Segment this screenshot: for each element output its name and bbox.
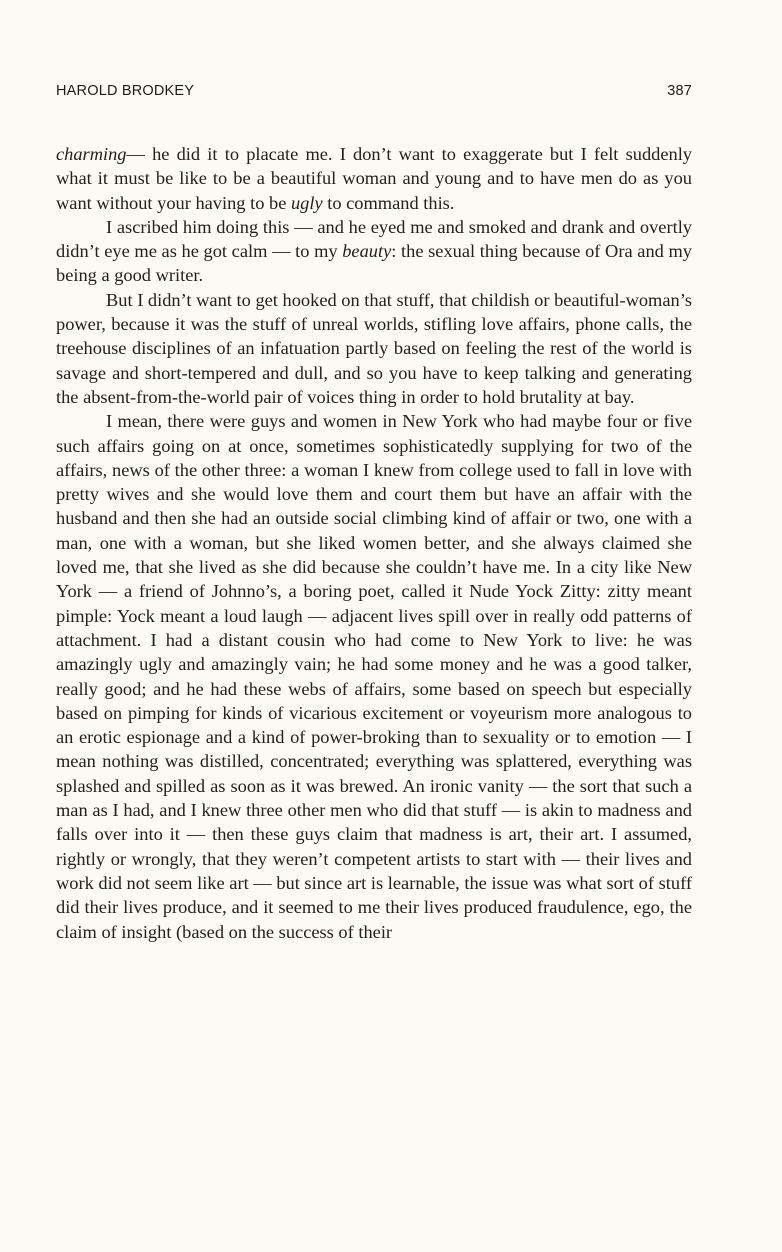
paragraph-text: to command this. <box>322 192 455 213</box>
paragraph-text: : the sexual thing because of Ora and my being a good writer. <box>56 241 692 286</box>
paragraph <box>56 142 692 215</box>
paragraph <box>56 409 692 944</box>
paragraph-text: — he did it to placate me. I don’t want to exaggerate but I felt suddenly what it must be like to be a beautiful woman and young and to have men do as you want without your having to be <box>56 144 692 213</box>
italic-word: charming <box>56 144 127 164</box>
italic-word: beauty <box>342 241 392 262</box>
paragraph-text: I ascribed him doing this — and he eyed me and smoked and drank and overtly didn’t eye me as he got calm — to my <box>56 216 692 262</box>
running-head <box>56 83 692 103</box>
paragraph <box>56 288 692 409</box>
paragraph <box>56 215 692 288</box>
body-text <box>56 142 692 944</box>
running-head-author: HAROLD BRODKEY <box>56 83 195 99</box>
paragraph-text: But I didn’t want to get hooked on that stuff, that childish or beautiful-woman’s power, because it was the stuff of unreal worlds, stifling love affairs, phone calls, the treehouse disciplines of an infatuation partly based on feeling the rest of the world is savage and short-tempered and dull, and so you have to keep talking and generating the absent-from-the-world pair of voices thing in order to hold brutality at bay. <box>56 289 692 407</box>
italic-word: ugly <box>290 192 323 213</box>
page-number: 387 <box>667 83 692 99</box>
paragraph-text: I mean, there were guys and women in New York who had maybe four or five such affairs going on at once, sometimes sophisticatedly supplying for two of the affairs, news of the other three: a woman I knew from college used to fall in love with pretty wives and she would love them and court them but have an affair with the husband and then she had an outside social climbing kind of affair or two, one with a man, one with a woman, but she liked women better, and she always claimed she loved me, that she lived as she did because she couldn’t have me. In a city like New York — a friend of Johnno’s, a boring poet, called it Nude Yock Zitty: zitty meant pimple: Yock meant a loud laugh — adjacent lives spill over in really odd patterns of attachment. I had a distant cousin who had come to New York to live: he was amazingly ugly and amazingly vain; he had some money and he was a good talker, really good; and he had these webs of affairs, some based on speech but especially based on pimping for kinds of vicarious excitement or voyeurism more analogous to an erotic espionage and a kind of power-broking than to sexuality or to emotion — I mean nothing was distilled, concentrated; everything was splattered, everything was splashed and spilled as soon as it was brewed. An ironic vanity — the sort that such a man as I had, and I knew three other men who did that stuff — is akin to madness and falls over into it — then these guys claim that madness is art, their art. I assumed, rightly or wrongly, that they weren’t competent artists to start with — their lives and work did not seem like art — but since art is learnable, the issue was what sort of stuff did their lives produce, and it seemed to me their lives produced fraudulence, ego, the claim of insight (based on the success of their <box>56 411 692 942</box>
